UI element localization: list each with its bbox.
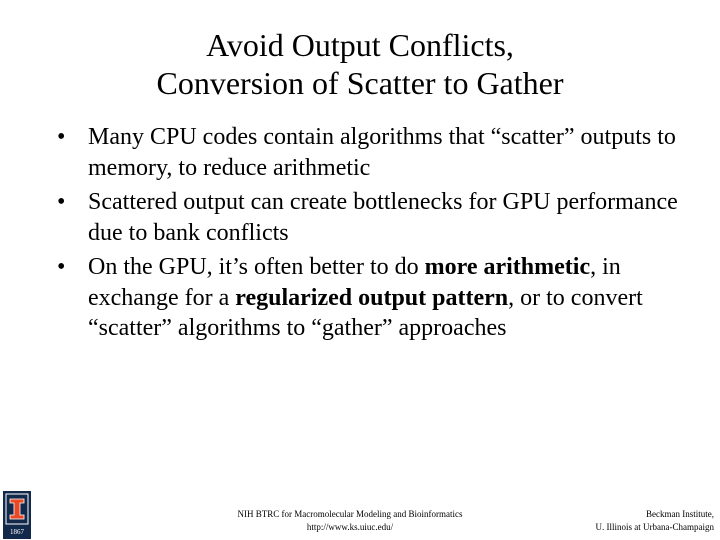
bullet-item-2 bbox=[57, 187, 697, 248]
bullet-dot-icon: • bbox=[57, 254, 66, 280]
logo-year: 1867 bbox=[10, 528, 24, 536]
bullet-dot-icon: • bbox=[57, 124, 66, 150]
slide-title bbox=[0, 26, 720, 102]
bullet-list bbox=[57, 122, 697, 348]
slide-title-line-1: Avoid Output Conflicts, bbox=[206, 27, 514, 63]
illinois-logo-icon bbox=[4, 492, 30, 538]
footer-center-line-1: NIH BTRC for Macromolecular Modeling and Bioinformatics bbox=[237, 509, 463, 519]
bullet-3-part-1: On the GPU, it’s often better to do bbox=[88, 254, 425, 280]
bullet-3-bold-more-arithmetic: more arithmetic bbox=[424, 254, 591, 280]
bullet-3-part-3: , or to convert “scatter” algorithms to “gather” approaches bbox=[88, 284, 643, 341]
illinois-logo bbox=[3, 491, 31, 539]
bullet-text-2: Scattered output can create bottlenecks for GPU performance due to bank conflicts bbox=[88, 189, 678, 246]
bullet-text-3 bbox=[88, 254, 643, 341]
bullet-item-3 bbox=[57, 252, 697, 344]
bullet-item-1 bbox=[57, 122, 697, 183]
footer-right-line-1: Beckman Institute, bbox=[646, 509, 714, 519]
bullet-3-part-2: , in exchange for a bbox=[88, 254, 621, 311]
bullet-text-1: Many CPU codes contain algorithms that “scatter” outputs to memory, to reduce arithmetic bbox=[88, 124, 676, 181]
footer-right bbox=[474, 508, 714, 534]
slide-title-line-2: Conversion of Scatter to Gather bbox=[156, 65, 564, 101]
footer-center bbox=[200, 508, 500, 534]
footer-right-line-2: U. Illinois at Urbana-Champaign bbox=[595, 522, 714, 532]
bullet-dot-icon: • bbox=[57, 189, 66, 215]
footer-center-url[interactable]: http://www.ks.uiuc.edu/ bbox=[306, 522, 394, 532]
bullet-3-bold-regularized-output-pattern: regularized output pattern bbox=[235, 284, 509, 311]
